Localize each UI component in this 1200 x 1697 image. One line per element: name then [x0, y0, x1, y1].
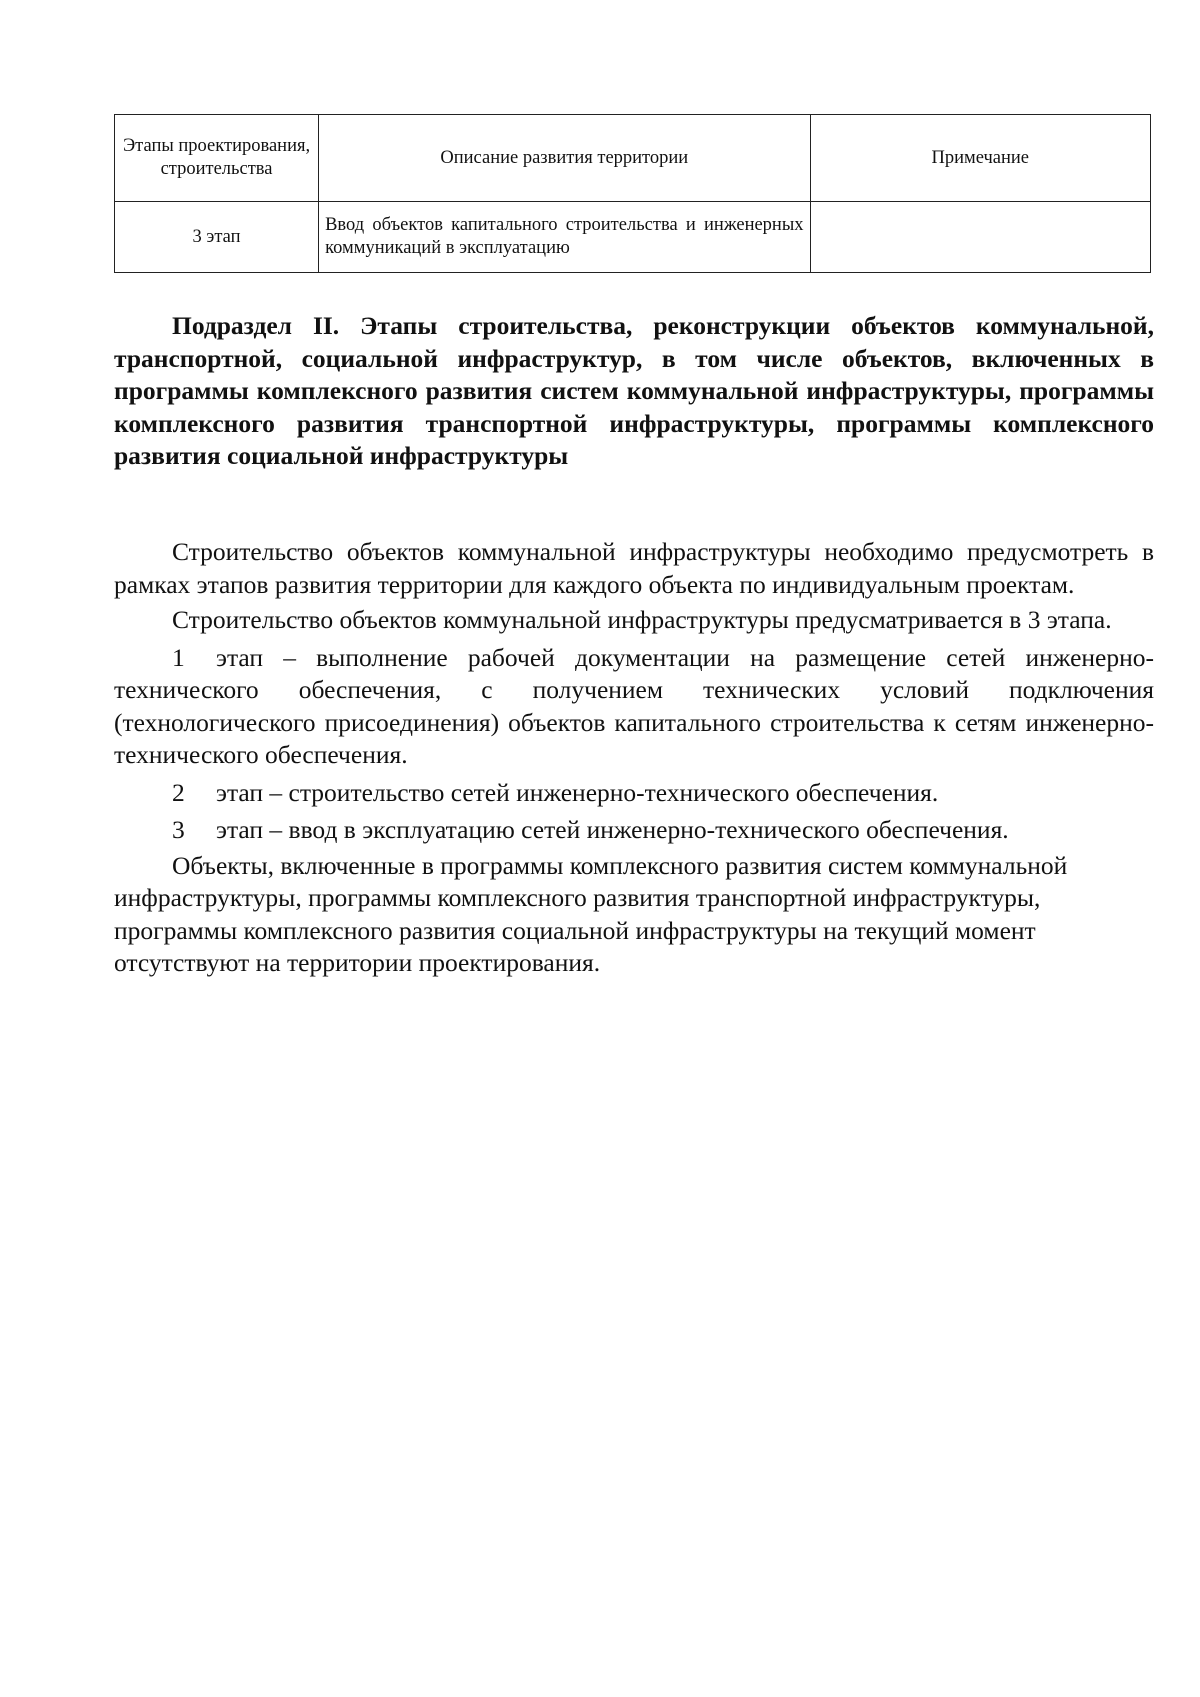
stage-item-3: [114, 814, 1154, 847]
header-stage: Этапы проектирования, строительства: [115, 115, 319, 202]
stage-number: 1: [172, 642, 185, 672]
stage-item-2: [114, 777, 1154, 810]
header-description: Описание развития территории: [319, 115, 810, 202]
body-text: [114, 536, 1154, 980]
stages-table: [114, 114, 1151, 273]
subsection-title: Подраздел II. Этапы строительства, реконструкции объектов коммунальной, транспортной, социальной инфраструктур, в том числе объектов, включенных в программы комплексного развития систем коммунальной инфраструктуры, программы комплексного развития транспортной инфраструктуры, программы комплексного развития социальной инфраструктуры: [114, 311, 1154, 470]
paragraph-1: Строительство объектов коммунальной инфраструктуры необходимо предусмотреть в рамках этапов развития территории для каждого объекта по индивидуальным проектам.: [114, 537, 1154, 599]
table-row: [115, 202, 1151, 273]
cell-description: Ввод объектов капитального строительства и инженерных коммуникаций в эксплуатацию: [319, 202, 810, 273]
paragraph-2: Строительство объектов коммунальной инфраструктуры предусматривается в 3 этапа.: [172, 605, 1112, 634]
header-note: Примечание: [810, 115, 1150, 202]
stage-text: этап – ввод в эксплуатацию сетей инженерно-технического обеспечения.: [216, 815, 1009, 844]
stage-number: 2: [172, 777, 185, 807]
cell-stage: 3 этап: [115, 202, 319, 273]
stage-item-1: [114, 642, 1154, 772]
paragraph-last: Объекты, включенные в программы комплексного развития систем коммунальной инфраструктуры, программы комплексного развития транспортной инфраструктуры, программы комплексного развития социальной инфраструктуры на текущий момент отсутствуют на территории проектирования.: [114, 850, 1068, 977]
stage-text: этап – строительство сетей инженерно-технического обеспечения.: [216, 777, 939, 807]
table-header-row: [115, 115, 1151, 202]
stage-text: этап – выполнение рабочей документации на размещение сетей инженерно-технического обеспечения, с получением технических условий подключения (технологического присоединения) объектов капитального строительства к сетям инженерно-технического обеспечения.: [114, 642, 1154, 769]
stage-number: 3: [172, 815, 185, 844]
cell-note: [810, 202, 1150, 273]
